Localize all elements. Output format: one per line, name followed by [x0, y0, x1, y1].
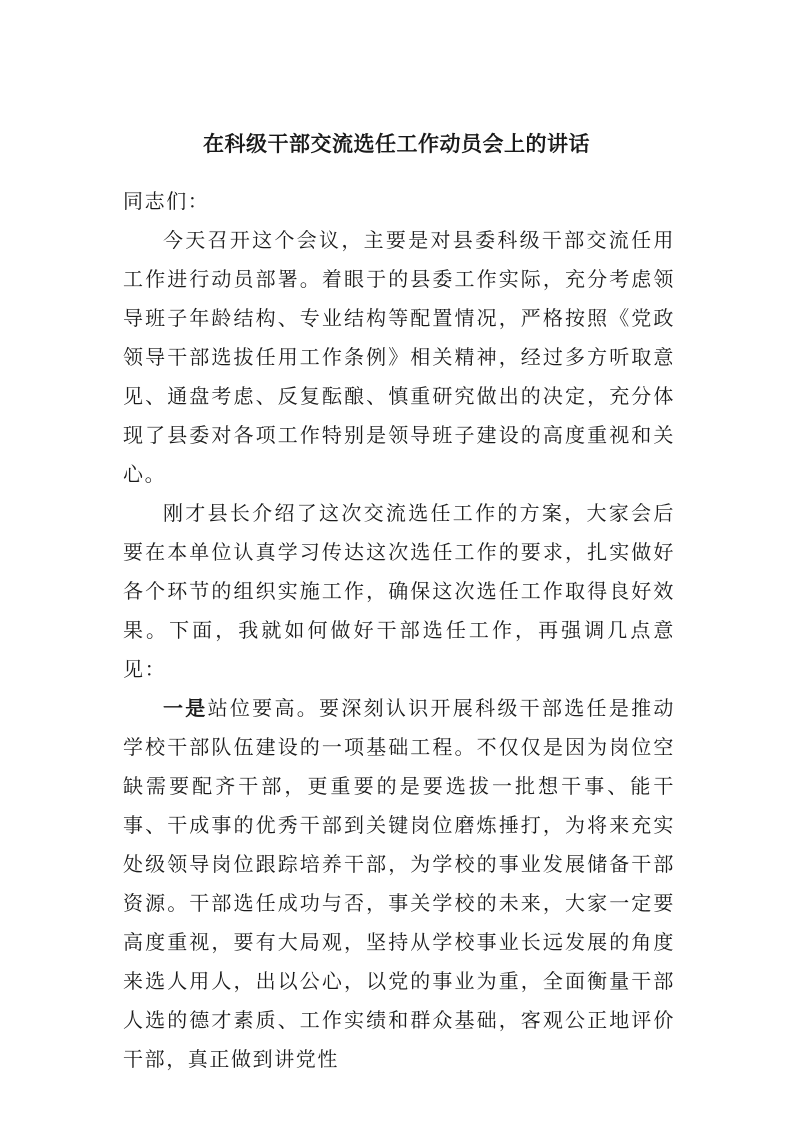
paragraph-3-lead: 一是 — [163, 696, 208, 720]
paragraph-2 — [123, 494, 675, 689]
paragraph-3 — [123, 689, 675, 1079]
paragraph-2-text: 刚才县长介绍了这次交流选任工作的方案，大家会后要在本单位认真学习传达这次选任工作的要求，扎实做好各个环节的组织实施工作，确保这次选任工作取得良好效果。下面，我就如何做好干部选任工作，再强调几点意见： — [123, 501, 675, 681]
salutation: 同志们： — [123, 189, 210, 213]
document-body — [123, 182, 675, 1079]
document-title: 在科级干部交流选任工作动员会上的讲话 — [203, 132, 590, 156]
paragraph-1 — [123, 221, 675, 494]
paragraph-3-text: 站位要高。要深刻认识开展科级干部选任是推动学校干部队伍建设的一项基础工程。不仅仅是因为岗位空缺需要配齐干部，更重要的是要选拔一批想干事、能干事、干成事的优秀干部到关键岗位磨炼捶打，为将来充实处级领导岗位跟踪培养干部，为学校的事业发展储备干部资源。干部选任成功与否，事关学校的未来，大家一定要高度重视，要有大局观，坚持从学校事业长远发展的角度来选人用人，出以公心，以党的事业为重，全面衡量干部人选的德才素质、工作实绩和群众基础，客观公正地评价干部，真正做到讲党性 — [123, 696, 676, 1071]
paragraph-1-text: 今天召开这个会议，主要是对县委科级干部交流任用工作进行动员部署。着眼于的县委工作实际，充分考虑领导班子年龄结构、专业结构等配置情况，严格按照《党政领导干部选拔任用工作条例》相关精神，经过多方听取意见、通盘考虑、反复酝酿、慎重研究做出的决定，充分体现了县委对各项工作特别是领导班子建设的高度重视和关心。 — [123, 228, 675, 486]
